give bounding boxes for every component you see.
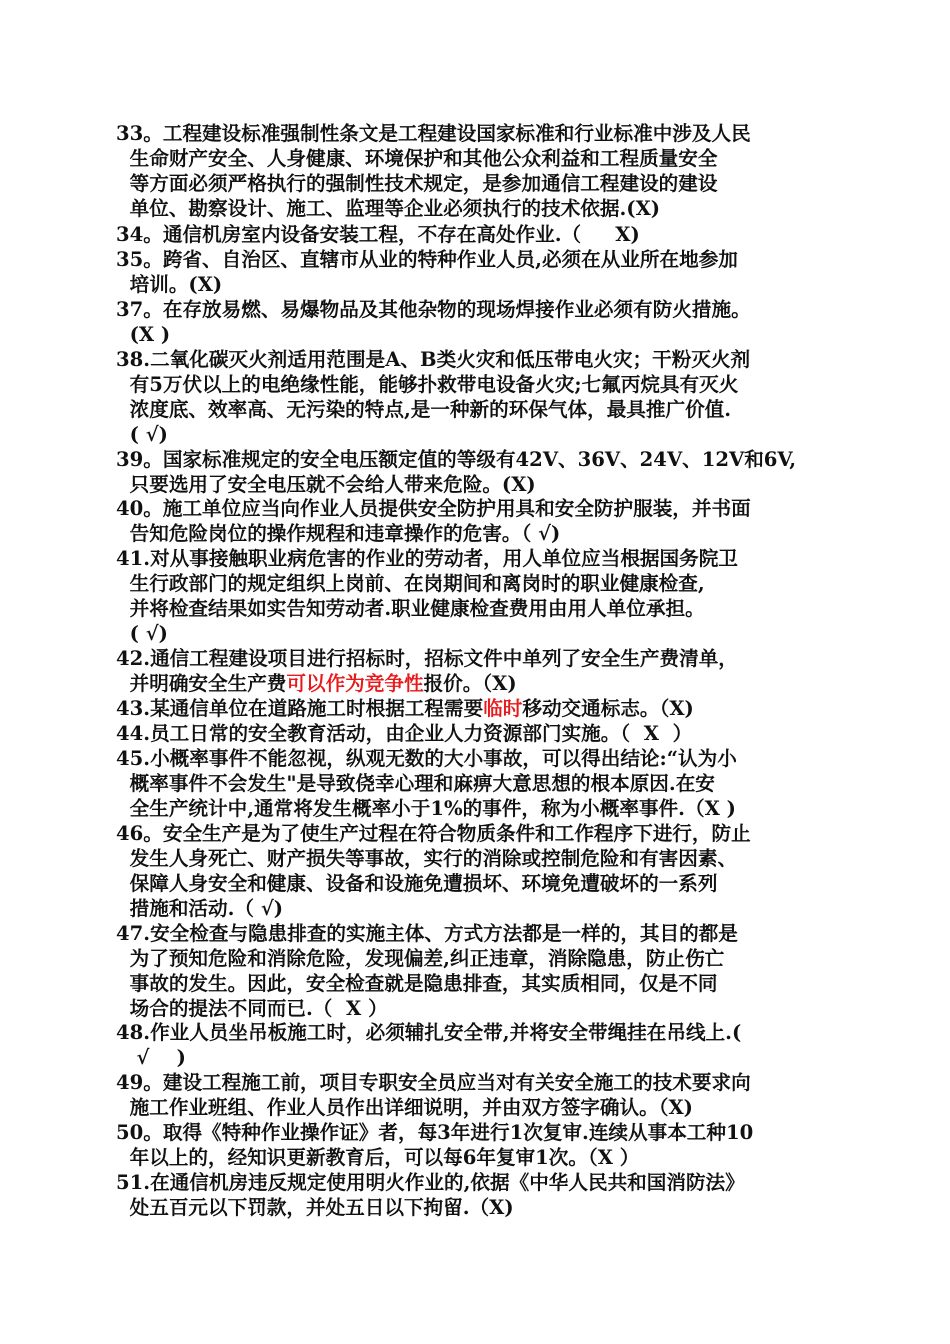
question-42-line-2 — [116, 672, 846, 697]
question-38-line-2: 有5万伏以上的电绝缘性能，能够扑救带电设备火灾;七氟丙烷具有灭火 — [116, 372, 739, 396]
question-33 — [116, 122, 846, 222]
question-41-line-4: ( √) — [116, 621, 168, 645]
question-33-line-4: 单位、勘察设计、施工、监理等企业必须执行的技术依据.(X) — [116, 196, 661, 220]
question-47-line-3: 事故的发生。因此，安全检查就是隐患排查，其实质相同，仅是不同 — [116, 971, 718, 995]
question-42 — [116, 647, 846, 697]
question-42-text-after-highlight: 报价。（X) — [423, 671, 517, 695]
question-40-line-1: 40。施工单位应当向作业人员提供安全防护用具和安全防护服装，并书面 — [116, 497, 751, 520]
question-46-line-3: 保障人身安全和健康、设备和设施免遭损坏、环境免遭破坏的一系列 — [116, 871, 718, 895]
question-51-line-2: 处五百元以下罚款，并处五日以下拘留.（X) — [116, 1195, 514, 1219]
question-35-line-2: 培训。(X) — [116, 272, 223, 296]
question-35-line-1: 35。跨省、自治区、直辖市从业的特种作业人员,必须在从业所在地参加 — [116, 248, 738, 271]
question-38 — [116, 348, 846, 448]
question-38-line-1: 38.二氧化碳灭火剂适用范围是A、B类火灾和低压带电火灾；干粉灭火剂 — [116, 348, 751, 371]
question-45-line-3: 全生产统计中,通常将发生概率小于1%的事件，称为小概率事件.（X ) — [116, 796, 736, 820]
question-50 — [116, 1121, 846, 1171]
question-46-line-4: 措施和活动.（ √) — [116, 896, 283, 920]
question-43 — [116, 697, 846, 722]
question-43-highlighted-text: 临时 — [483, 697, 523, 720]
question-48-line-2: √ ) — [116, 1045, 186, 1069]
question-37-line-2: (X ) — [116, 322, 171, 346]
question-49-line-2: 施工作业班组、作业人员作出详细说明，并由双方签字确认。（X) — [116, 1095, 693, 1119]
question-37-line-1: 37。在存放易燃、易爆物品及其他杂物的现场焊接作业必须有防火措施。 — [116, 298, 751, 321]
question-38-line-4: ( √) — [116, 422, 168, 446]
question-39-line-1: 39。国家标准规定的安全电压额定值的等级有42V、36V、24V、12V和6V, — [116, 448, 797, 471]
question-40-line-2: 告知危险岗位的操作规程和违章操作的危害。（ √) — [116, 521, 561, 545]
question-47-line-1: 47.安全检查与隐患排查的实施主体、方式方法都是一样的，其目的都是 — [116, 922, 738, 945]
question-40 — [116, 497, 846, 547]
question-41 — [116, 547, 846, 647]
question-39-line-2: 只要选用了安全电压就不会给人带来危险。(X) — [116, 472, 536, 496]
question-44-line-1: 44.员工日常的安全教育活动，由企业人力资源部门实施。（ X ） — [116, 722, 693, 745]
question-47-line-2: 为了预知危险和消除危险，发现偏差,纠正违章，消除隐患，防止伤亡 — [116, 946, 725, 970]
question-42-text-before-highlight: 并明确安全生产费 — [116, 671, 287, 695]
question-45-line-1: 45.小概率事件不能忽视，纵观无数的大小事故，可以得出结论:“认为小 — [116, 747, 737, 770]
question-43-text-after-highlight: 移动交通标志。（X) — [522, 697, 694, 720]
question-43-line-1 — [116, 697, 846, 722]
question-48 — [116, 1021, 846, 1071]
question-49 — [116, 1071, 846, 1121]
question-51-line-1: 51.在通信机房违反规定使用明火作业的,依据《中华人民共和国消防法》 — [116, 1171, 745, 1194]
question-49-line-1: 49。建设工程施工前，项目专职安全员应当对有关安全施工的技术要求向 — [116, 1071, 751, 1094]
question-34 — [116, 223, 846, 248]
question-48-line-1: 48.作业人员坐吊板施工时，必须辅扎安全带,并将安全带绳挂在吊线上.( — [116, 1021, 742, 1044]
question-33-line-1: 33。工程建设标准强制性条文是工程建设国家标准和行业标准中涉及人民 — [116, 122, 751, 145]
question-41-line-3: 并将检查结果如实告知劳动者.职业健康检查费用由用人单位承担。 — [116, 596, 705, 620]
question-43-text-before-highlight: 43.某通信单位在道路施工时根据工程需要 — [116, 697, 484, 720]
question-46 — [116, 822, 846, 922]
question-41-line-1: 41.对从事接触职业病危害的作业的劳动者，用人单位应当根据国务院卫 — [116, 547, 738, 570]
question-37 — [116, 298, 846, 348]
question-45-line-2: 概率事件不会发生"是导致侥幸心理和麻痹大意思想的根本原因.在安 — [116, 771, 715, 795]
question-47 — [116, 922, 846, 1022]
question-46-line-2: 发生人身死亡、财产损失等事故，实行的消除或控制危险和有害因素、 — [116, 846, 738, 870]
question-50-line-1: 50。取得《特种作业操作证》者，每3年进行1次复审.连续从事本工种10 — [116, 1121, 754, 1144]
question-42-line-1: 42.通信工程建设项目进行招标时，招标文件中单列了安全生产费清单， — [116, 647, 738, 670]
question-38-line-3: 浓度底、效率高、无污染的特点,是一种新的环保气体，最具推广价值. — [116, 397, 732, 421]
question-35 — [116, 248, 846, 298]
question-42-highlighted-text: 可以作为竞争性 — [286, 671, 424, 695]
question-45 — [116, 747, 846, 822]
question-46-line-1: 46。安全生产是为了使生产过程在符合物质条件和工作程序下进行，防止 — [116, 822, 751, 845]
question-47-line-4: 场合的提法不同而已.（ X ） — [116, 996, 388, 1020]
question-51 — [116, 1171, 846, 1221]
question-41-line-2: 生行政部门的规定组织上岗前、在岗期间和离岗时的职业健康检查, — [116, 571, 705, 595]
question-50-line-2: 年以上的，经知识更新教育后，可以每6年复审1次。（X ） — [116, 1145, 640, 1169]
question-33-line-2: 生命财产安全、人身健康、环境保护和其他公众利益和工程质量安全 — [116, 146, 718, 170]
question-34-line-1: 34。通信机房室内设备安装工程，不存在高处作业.（ X) — [116, 223, 640, 246]
question-44 — [116, 722, 846, 747]
question-39 — [116, 448, 846, 498]
question-33-line-3: 等方面必须严格执行的强制性技术规定，是参加通信工程建设的建设 — [116, 171, 718, 195]
